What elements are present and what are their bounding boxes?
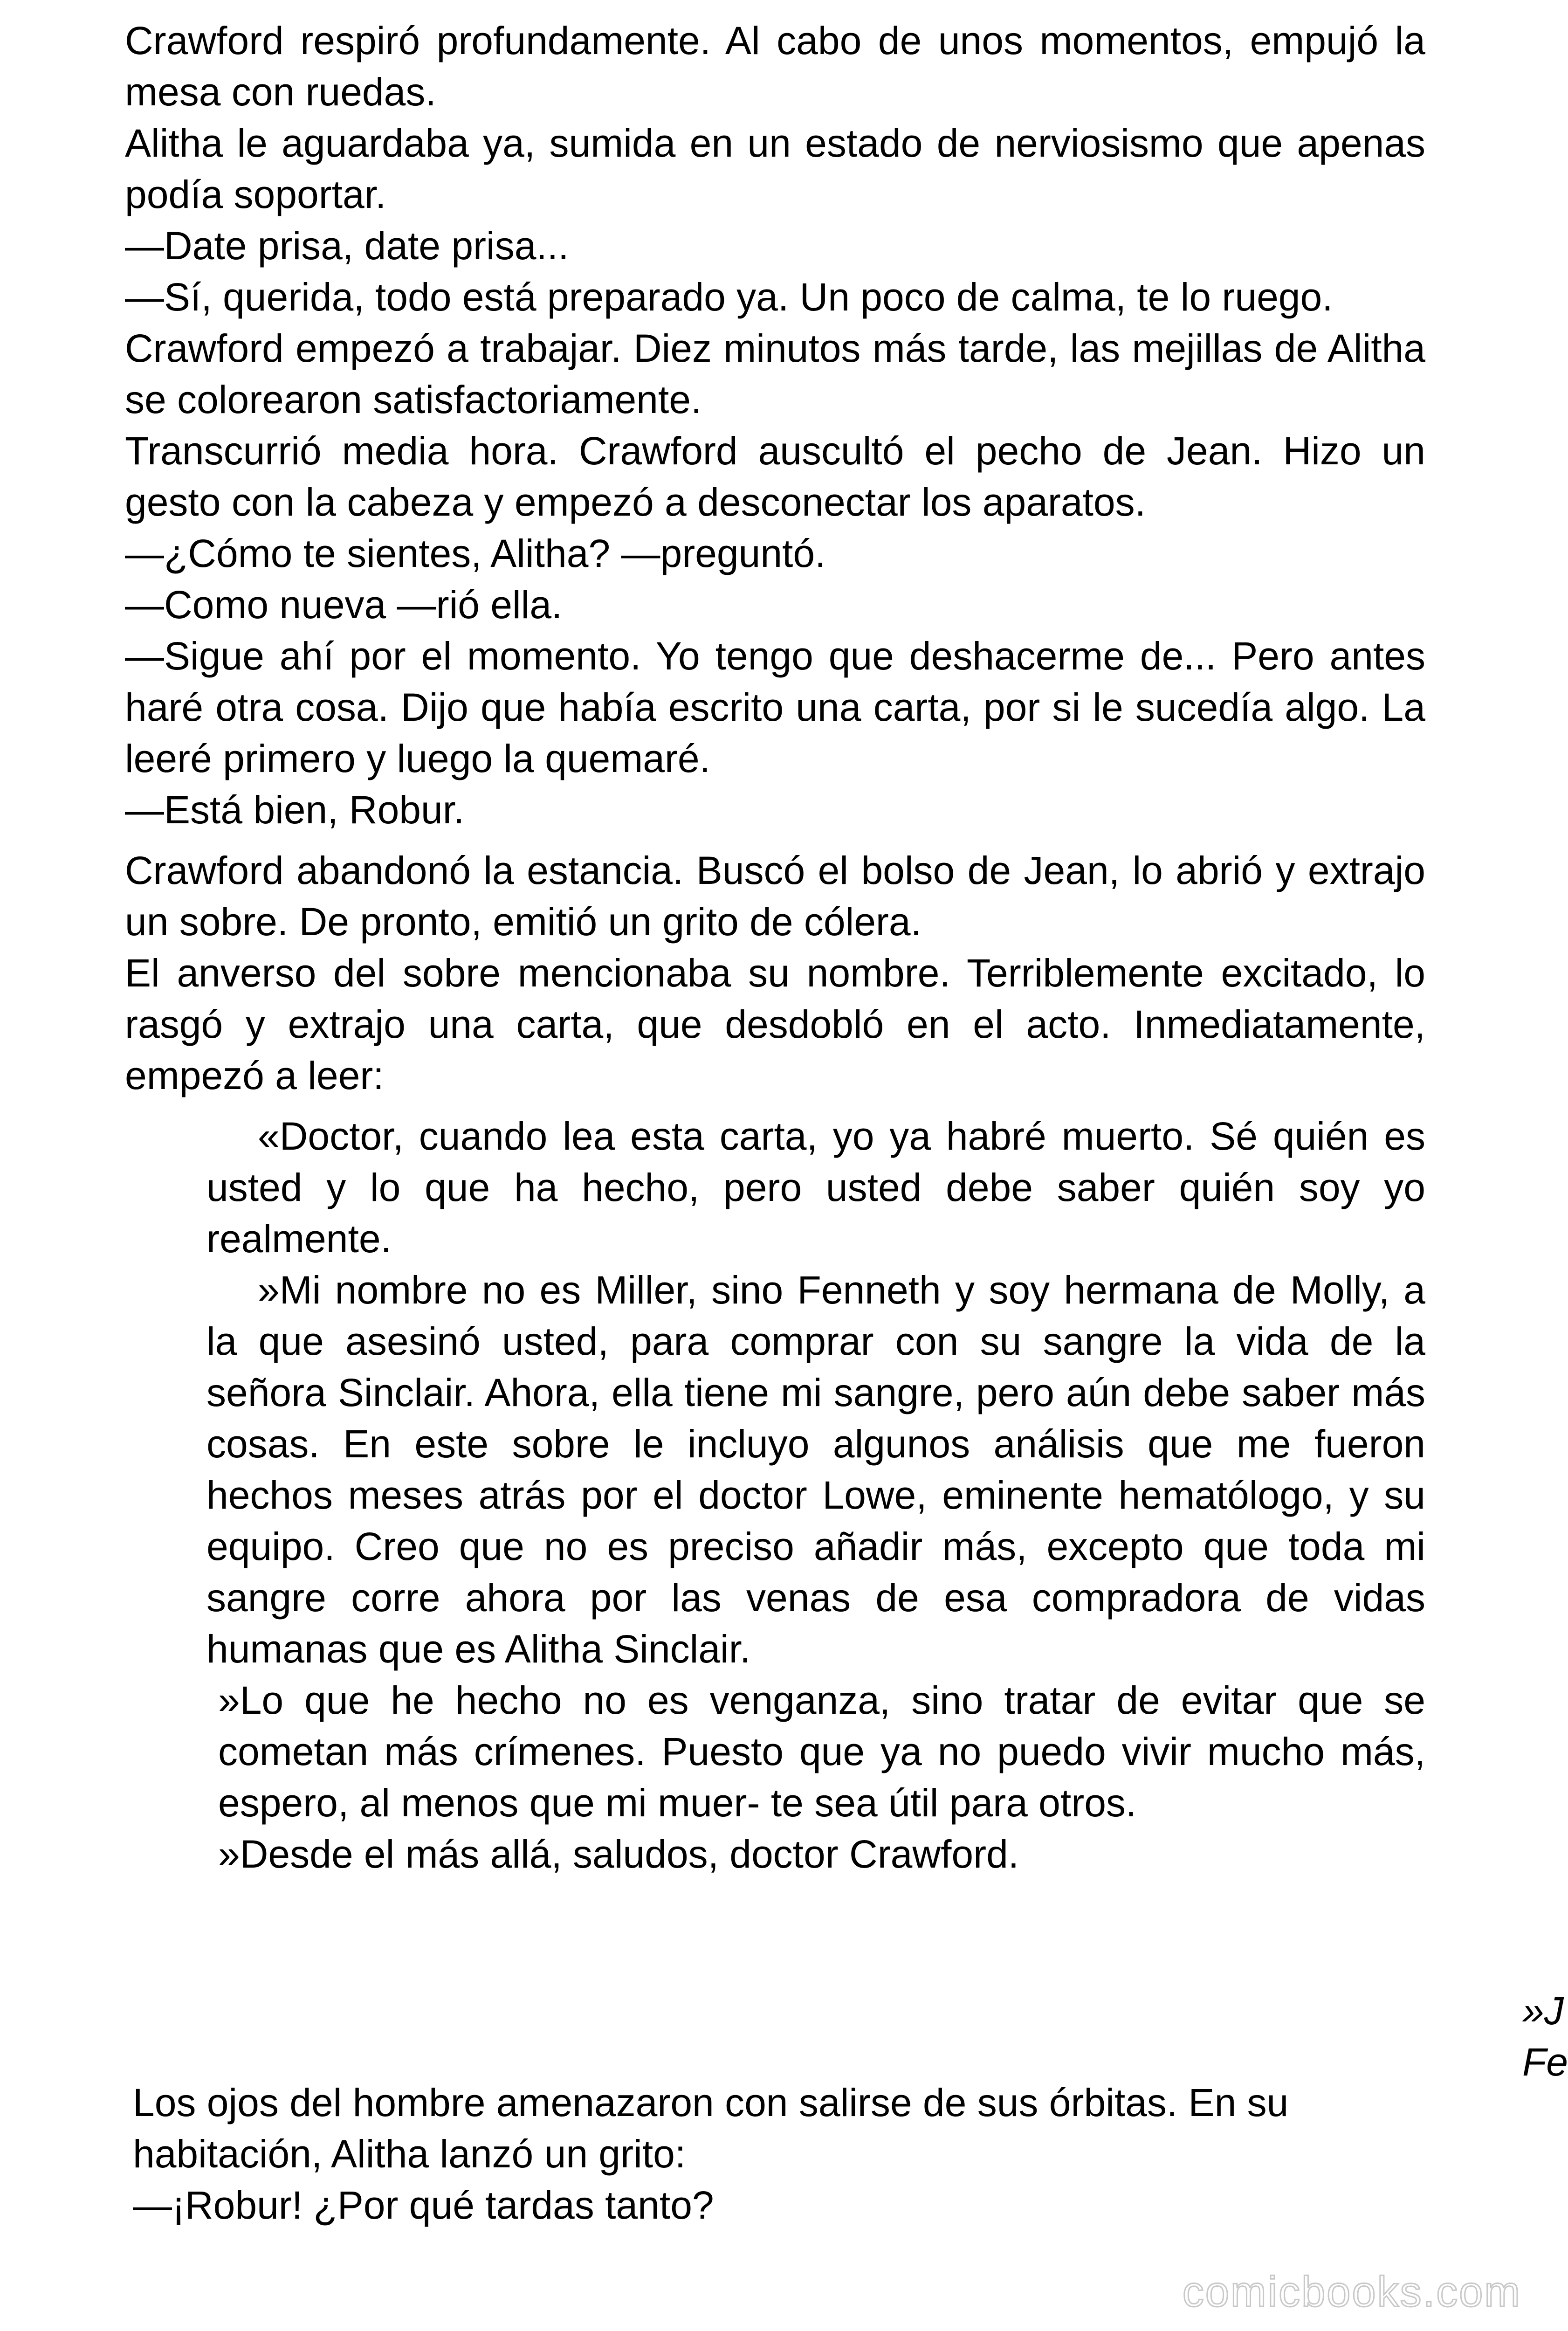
letter-paragraph: «Doctor, cuando lea esta carta, yo ya habré muerto. Sé quién es usted y lo que ha hecho, pero usted debe saber quién soy yo realmente. — [206, 1114, 1425, 1261]
letter-paragraph: »Desde el más allá, saludos, doctor Crawford. — [218, 1832, 1019, 1876]
dialogue-line: —¡Robur! ¿Por qué tardas tanto? — [133, 2183, 714, 2227]
paragraph: El anverso del sobre mencionaba su nombre. Terriblemente excitado, lo rasgó y extrajo una carta, que desdobló en el acto. Inmediatamente, empezó a leer: — [125, 951, 1425, 1097]
letter-paragraph: »Mi nombre no es Miller, sino Fenneth y soy hermana de Molly, a la que asesinó usted, para comprar con su sangre la vida de la señora Sinclair. Ahora, ella tiene mi sangre, pero aún debe saber más cosas. En este sobre le incluyo algunos análisis que me fueron hechos meses atrás por el doctor Lowe, eminente hematólogo, y su equipo. Creo que no es preciso añadir más, excepto que toda mi sangre corre ahora por las venas de esa compradora de vidas humanas que es Alitha Sinclair. — [206, 1268, 1425, 1671]
dialogue-line: —Está bien, Robur. — [125, 788, 465, 832]
dialogue-line: —Date prisa, date prisa... — [125, 224, 569, 268]
watermark: comicbooks.com — [1182, 2268, 1521, 2316]
dialogue-line: —Como nueva —rió ella. — [125, 583, 563, 627]
letter-tail-block — [218, 1675, 1425, 1880]
page-body — [125, 15, 1425, 1880]
paragraph-gap — [125, 1101, 1425, 1110]
page-bottom-text — [133, 2077, 1433, 2231]
paragraph: Alitha le aguardaba ya, sumida en un estado de nerviosismo que apenas podía soportar. — [125, 121, 1425, 216]
paragraph: Transcurrió media hora. Crawford auscultó el pecho de Jean. Hizo un gesto con la cabeza y empezó a desconectar los aparatos. — [125, 429, 1425, 524]
cropped-edge-text — [1522, 1985, 1568, 2088]
letter-block — [206, 1110, 1425, 1675]
paragraph: Crawford respiró profundamente. Al cabo de unos momentos, empujó la mesa con ruedas. — [125, 19, 1425, 114]
cropped-edge-line: Fe — [1522, 2040, 1568, 2084]
paragraph: Los ojos del hombre amenazaron con salirse de sus órbitas. En su habitación, Alitha lanzó un grito: — [133, 2081, 1289, 2176]
dialogue-line: —Sí, querida, todo está preparado ya. Un poco de calma, te lo ruego. — [125, 275, 1333, 319]
letter-paragraph: »Lo que he hecho no es venganza, sino tratar de evitar que se cometan más crímenes. Puesto que ya no puedo vivir mucho más, espero, al menos que mi muer- te sea útil para otros. — [218, 1678, 1425, 1825]
paragraph: Crawford empezó a trabajar. Diez minutos más tarde, las mejillas de Alitha se colorearon satisfactoriamente. — [125, 326, 1425, 421]
dialogue-line: —Sigue ahí por el momento. Yo tengo que deshacerme de... Pero antes haré otra cosa. Dijo que había escrito una carta, por si le sucedía algo. La leeré primero y luego la quemaré. — [125, 634, 1425, 780]
dialogue-line: —¿Cómo te sientes, Alitha? —preguntó. — [125, 531, 826, 575]
paragraph-gap — [125, 835, 1425, 845]
cropped-edge-line: »J — [1522, 1989, 1564, 2033]
paragraph: Crawford abandonó la estancia. Buscó el bolso de Jean, lo abrió y extrajo un sobre. De pronto, emitió un grito de cólera. — [125, 848, 1425, 944]
